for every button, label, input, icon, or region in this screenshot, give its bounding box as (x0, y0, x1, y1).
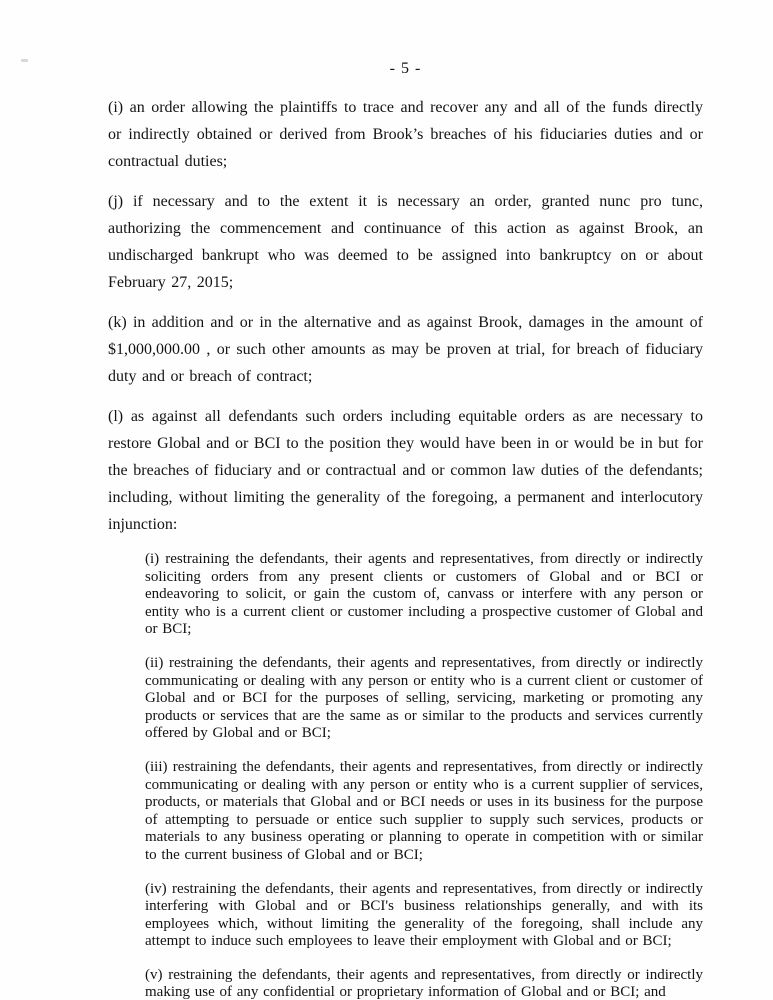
paragraph-i-body: an order allowing the plaintiffs to trace and recover any and all of the funds directly or indirectly obtained or derived from Brook’s breaches of his fiduciaries duties and or contractual duties; (108, 99, 704, 170)
subparagraph-v-label: (v) (145, 966, 163, 983)
paragraph-l (108, 403, 703, 538)
paragraph-k-label: (k) (108, 314, 127, 331)
paragraph-j-label: (j) (108, 193, 124, 210)
paragraph-k (108, 309, 703, 390)
subparagraph-iv-body: restraining the defendants, their agents and representatives, from directly or indirectly interfering with Global and or BCI's business relationships generally, and with its employees which, without limiting the generality of the foregoing, shall include any attempt to induce such employees to leave their employment with Global and or BCI; (145, 880, 704, 950)
subparagraph-ii (145, 655, 703, 743)
paragraph-i (108, 94, 703, 175)
scan-artifact (21, 59, 28, 62)
subparagraph-v-body: restraining the defendants, their agents and representatives, from directly or indirectly making use of any confidential or proprietary information of Global and or BCI; and (145, 966, 704, 1000)
paragraph-l-body: as against all defendants such orders including equitable orders as are necessary to restore Global and or BCI to the position they would have been in or would be in but for the breaches of fiduciary and or contractual and or common law duties of the defendants; including, without limiting the generality of the foregoing, a permanent and interlocutory injunction: (108, 408, 704, 533)
subparagraph-ii-body: restraining the defendants, their agents and representatives, from directly or indirectly communicating or dealing with any person or entity who is a current client or customer of Global and or BCI for the purposes of selling, servicing, marketing or promoting any products or services that are the same as or similar to the products and services currently offered by Global and or BCI; (145, 654, 704, 742)
subparagraph-iv-label: (iv) (145, 880, 167, 897)
paragraph-j-body: if necessary and to the extent it is necessary an order, granted nunc pro tunc, authorizing the commencement and continuance of this action as against Brook, an undischarged bankrupt who was deemed to be assigned into bankruptcy on or about February 27, 2015; (108, 193, 703, 291)
page-number: - 5 - (389, 60, 422, 77)
subparagraph-i (145, 551, 703, 639)
paragraph-l-label: (l) (108, 408, 124, 425)
subparagraph-v (145, 967, 703, 1000)
paragraph-k-body: in addition and or in the alternative and as against Brook, damages in the amount of $1,000,000.00 , or such other amounts as may be proven at trial, for breach of fiduciary duty and or breach of contract; (108, 314, 704, 385)
paragraph-j (108, 188, 703, 296)
subparagraph-ii-label: (ii) (145, 654, 164, 671)
subparagraph-iii (145, 759, 703, 865)
paragraph-i-label: (i) (108, 99, 124, 116)
subparagraph-iv (145, 881, 703, 951)
subparagraph-i-body: restraining the defendants, their agents and representatives, from directly or indirectly soliciting orders from any present clients or customers of Global and or BCI or endeavoring to solicit, or gain the custom of, canvass or interfere with any person or entity who is a current client or customer including a prospective customer of Global and or BCI; (145, 551, 703, 638)
subparagraph-i-label: (i) (145, 551, 160, 567)
subparagraph-iii-body: restraining the defendants, their agents and representatives, from directly or indirectly communicating or dealing with any person or entity who is a current supplier of services, products, or materials that Global and or BCI needs or uses in its business for the purpose of attempting to persuade or entice such supplier to supply such services, products or materials to any business operating or planning to operate in competition with or similar to the current business of Global and or BCI; (145, 758, 704, 863)
subparagraph-iii-label: (iii) (145, 758, 168, 775)
page-content (108, 60, 703, 1000)
